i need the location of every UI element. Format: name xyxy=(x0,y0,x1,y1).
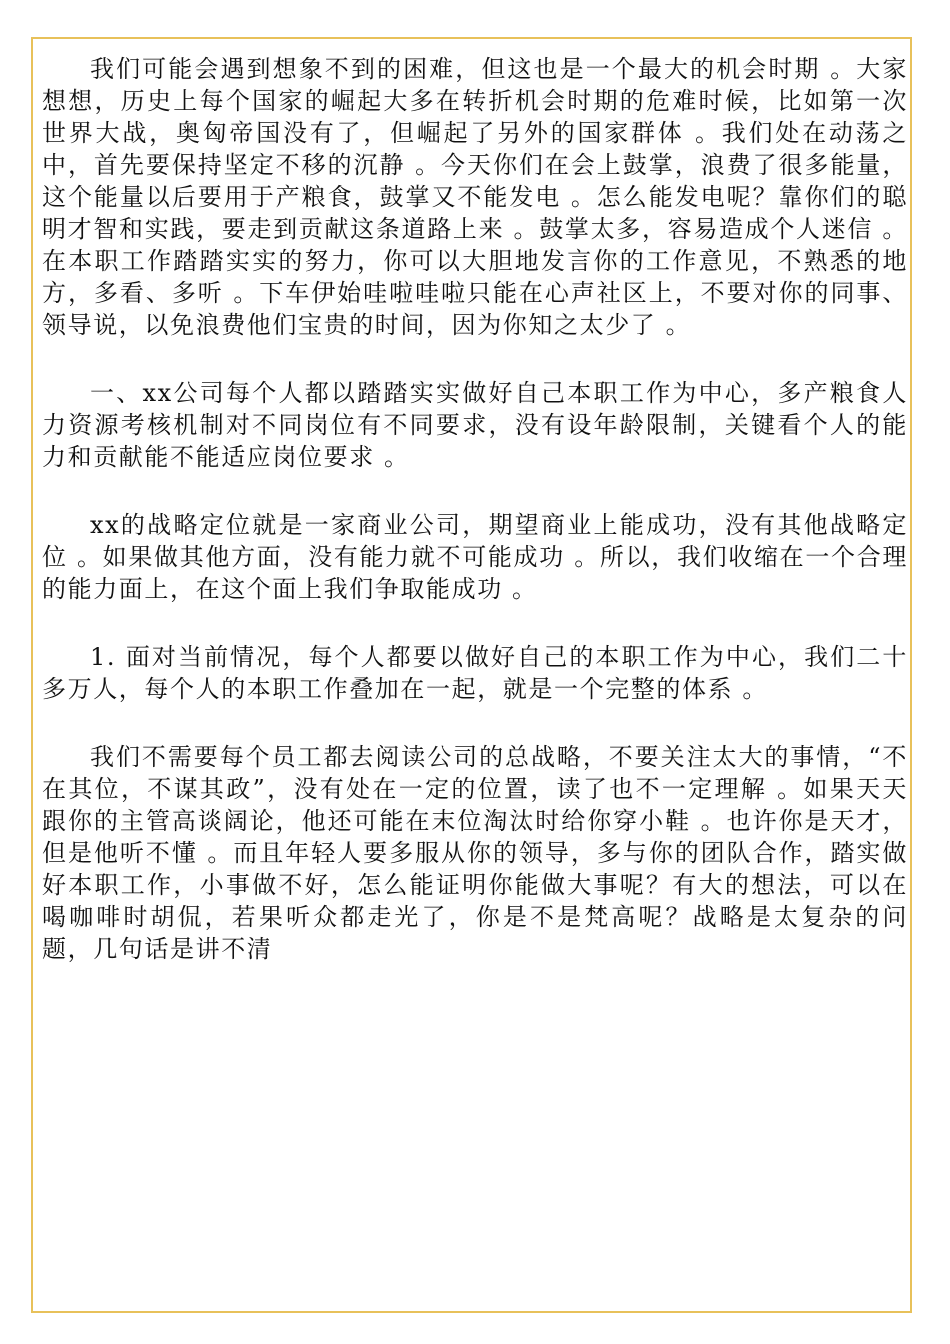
paragraph-2: 一、xx公司每个人都以踏踏实实做好自己本职工作为中心，多产粮食人力资源考核机制对不同岗位有不同要求，没有设年龄限制，关键看个人的能力和贡献能不能适应岗位要求 。 xyxy=(42,379,908,471)
paragraph-5: 我们不需要每个员工都去阅读公司的总战略，不要关注太大的事情，“不在其位，不谋其政”，没有处在一定的位置，读了也不一定理解 。如果天天跟你的主管高谈阔论，他还可能在末位淘汰时给你穿小鞋 。也许你是天才，但是他听不懂 。而且年轻人要多服从你的领导，多与你的团队合作，踏实做好本职工作，小事做不好，怎么能证明你能做大事呢？有大的想法，可以在喝咖啡时胡侃，若果听众都走光了，你是不是梵高呢？战略是太复杂的问题，几句话是讲不清 xyxy=(42,743,908,963)
paragraph-1: 我们可能会遇到想象不到的困难，但这也是一个最大的机会时期 。大家想想，历史上每个国家的崛起大多在转折机会时期的危难时候，比如第一次世界大战，奥匈帝国没有了，但崛起了另外的国家群体 。我们处在动荡之中，首先要保持坚定不移的沉静 。今天你们在会上鼓掌，浪费了很多能量，这个能量以后要用于产粮食，鼓掌又不能发电 。怎么能发电呢？靠你们的聪明才智和实践，要走到贡献这条道路上来 。鼓掌太多，容易造成个人迷信 。在本职工作踏踏实实的努力，你可以大胆地发言你的工作意见，不熟悉的地方，多看、多听 。下车伊始哇啦哇啦只能在心声社区上，不要对你的同事、领导说，以免浪费他们宝贵的时间，因为你知之太少了 。 xyxy=(42,55,908,339)
paragraph-4: 1. 面对当前情况，每个人都要以做好自己的本职工作为中心，我们二十多万人，每个人的本职工作叠加在一起，就是一个完整的体系 。 xyxy=(42,643,908,703)
paragraph-3: xx的战略定位就是一家商业公司，期望商业上能成功，没有其他战略定位 。如果做其他方面，没有能力就不可能成功 。所以，我们收缩在一个合理的能力面上，在这个面上我们争取能成功 。 xyxy=(42,511,908,603)
page-frame xyxy=(31,37,912,1313)
document-body xyxy=(42,53,908,1001)
